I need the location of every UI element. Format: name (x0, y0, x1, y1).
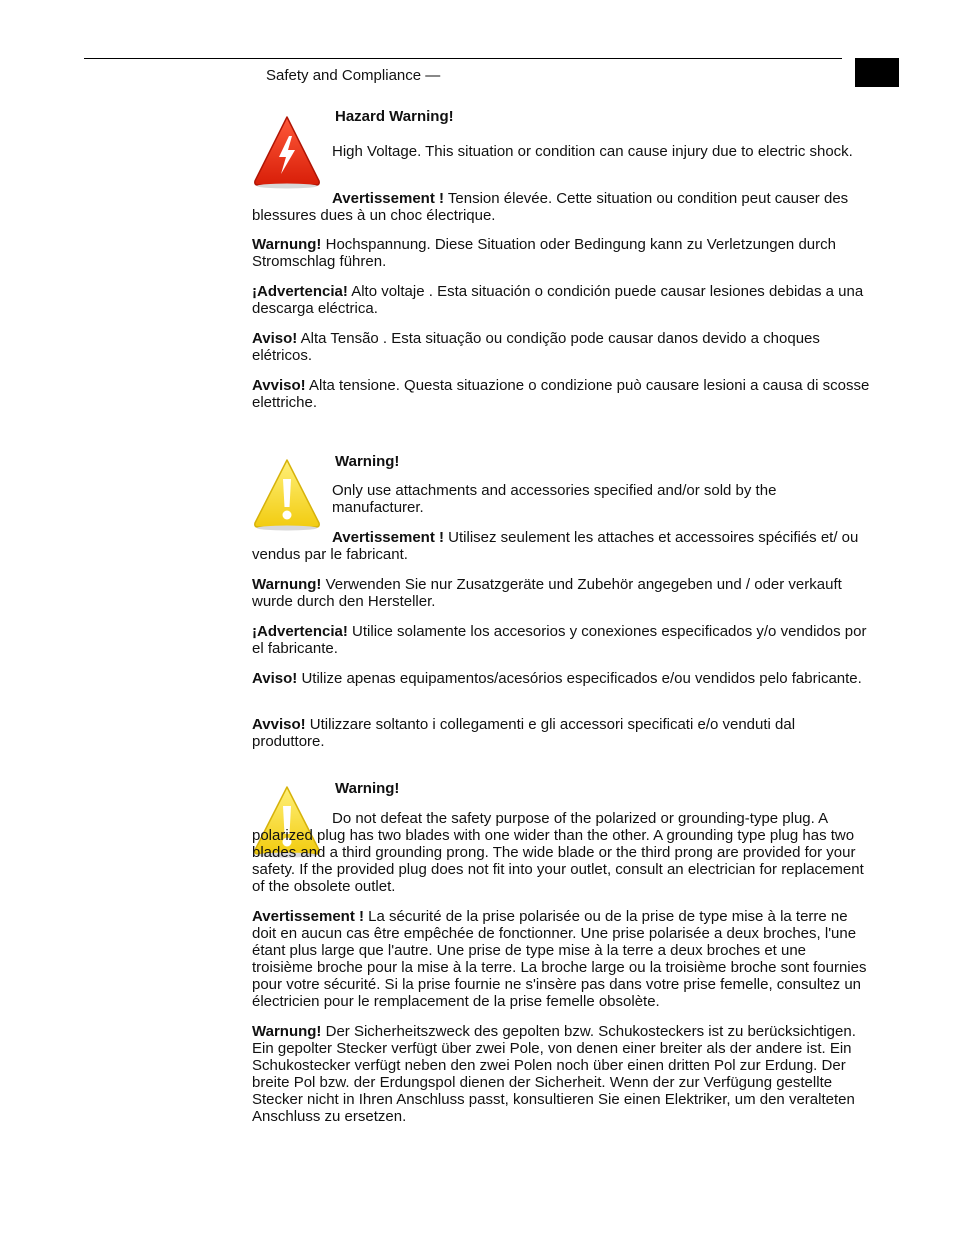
warning-title: Hazard Warning! (335, 108, 454, 125)
warning-title: Warning! (335, 453, 400, 470)
page-tab-marker (855, 58, 899, 87)
warning-paragraph-es: ¡Advertencia! Alto voltaje . Esta situación o condición puede causar lesiones debidas a una descarga eléctrica. (252, 283, 864, 317)
warning-paragraph-it: Avviso! Alta tensione. Questa situazione o condizione può causare lesioni a causa di scosse elettriche. (252, 377, 870, 411)
warning-intro: Only use attachments and accessories specified and/or sold by the manufacturer. (332, 482, 777, 516)
caution-icon (252, 457, 322, 531)
running-header: Safety and Compliance — (266, 67, 441, 84)
warning-paragraph-it: Avviso! Utilizzare soltanto i collegamenti e gli accessori specificati e/o venduti dal produttore. (252, 716, 796, 750)
high-voltage-icon (252, 114, 322, 190)
warning-intro: High Voltage. This situation or condition can cause injury due to electric shock. (332, 143, 853, 160)
warning-paragraph-fr: Avertissement ! La sécurité de la prise polarisée ou de la prise de type mise à la terre ne doit en aucun cas être empêchée de fonctionner. Une prise polarisée a deux broches, l'une étant plus large que l'autre. Une prise de type mise à la terre a deux broches et une troisième broche pour la mise à la terre. La broche large ou la troisième broche sont fournies pour votre sécurité. Si la prise fournie ne s'insère pas dans votre prise femelle, consultez un électricien pour le remplacement de la prise femelle obsolète. (252, 908, 867, 1010)
warning-intro: Do not defeat the safety purpose of the polarized or grounding-type plug. A polarized plug has two blades with one wider than the other. A grounding type plug has two blades and a third grounding prong. The wide blade or the third prong are provided for your safety. If the provided plug does not fit into your outlet, consult an electrician for replacement of the obsolete outlet. (252, 810, 864, 895)
warning-paragraph-de: Warnung! Hochspannung. Diese Situation oder Bedingung kann zu Verletzungen durch Stromschlag führen. (252, 236, 836, 270)
warning-paragraph-de: Warnung! Der Sicherheitszweck des gepolten bzw. Schukosteckers ist zu berücksichtigen. Ein gepolter Stecker verfügt über zwei Pole, von denen einer breiter als der andere ist. Ein Schukostecker verfügt neben den zwei Polen noch über einen dritten Pol zur Erdung. Der breite Pol bzw. der Erdungspol dienen der Sicherheit. Wenn der zur Verfügung gestellte Stecker nicht in Ihren Anschluss passt, konsultieren Sie einen Elektriker, um den veralteten Anschluss zu ersetzen. (252, 1023, 856, 1125)
warning-paragraph-pt: Aviso! Alta Tensão . Esta situação ou condição pode causar danos devido a choques elétricos. (252, 330, 820, 364)
warning-paragraph-de: Warnung! Verwenden Sie nur Zusatzgeräte und Zubehör angegeben und / oder verkauft wurde durch den Hersteller. (252, 576, 842, 610)
header-rule (84, 58, 842, 59)
warning-paragraph-fr: Avertissement ! Utilisez seulement les attaches et accessoires spécifiés et/ ou vendus par le fabricant. (252, 529, 859, 563)
warning-title: Warning! (335, 780, 400, 797)
warning-paragraph-fr: Avertissement ! Tension élevée. Cette situation ou condition peut causer des blessures dues à un choc électrique. (252, 190, 849, 224)
warning-paragraph-pt: Aviso! Utilize apenas equipamentos/acesórios especificados e/ou vendidos pelo fabricante. (252, 670, 862, 687)
warning-paragraph-es: ¡Advertencia! Utilice solamente los accesorios y conexiones especificados y/o vendidos por el fabricante. (252, 623, 867, 657)
